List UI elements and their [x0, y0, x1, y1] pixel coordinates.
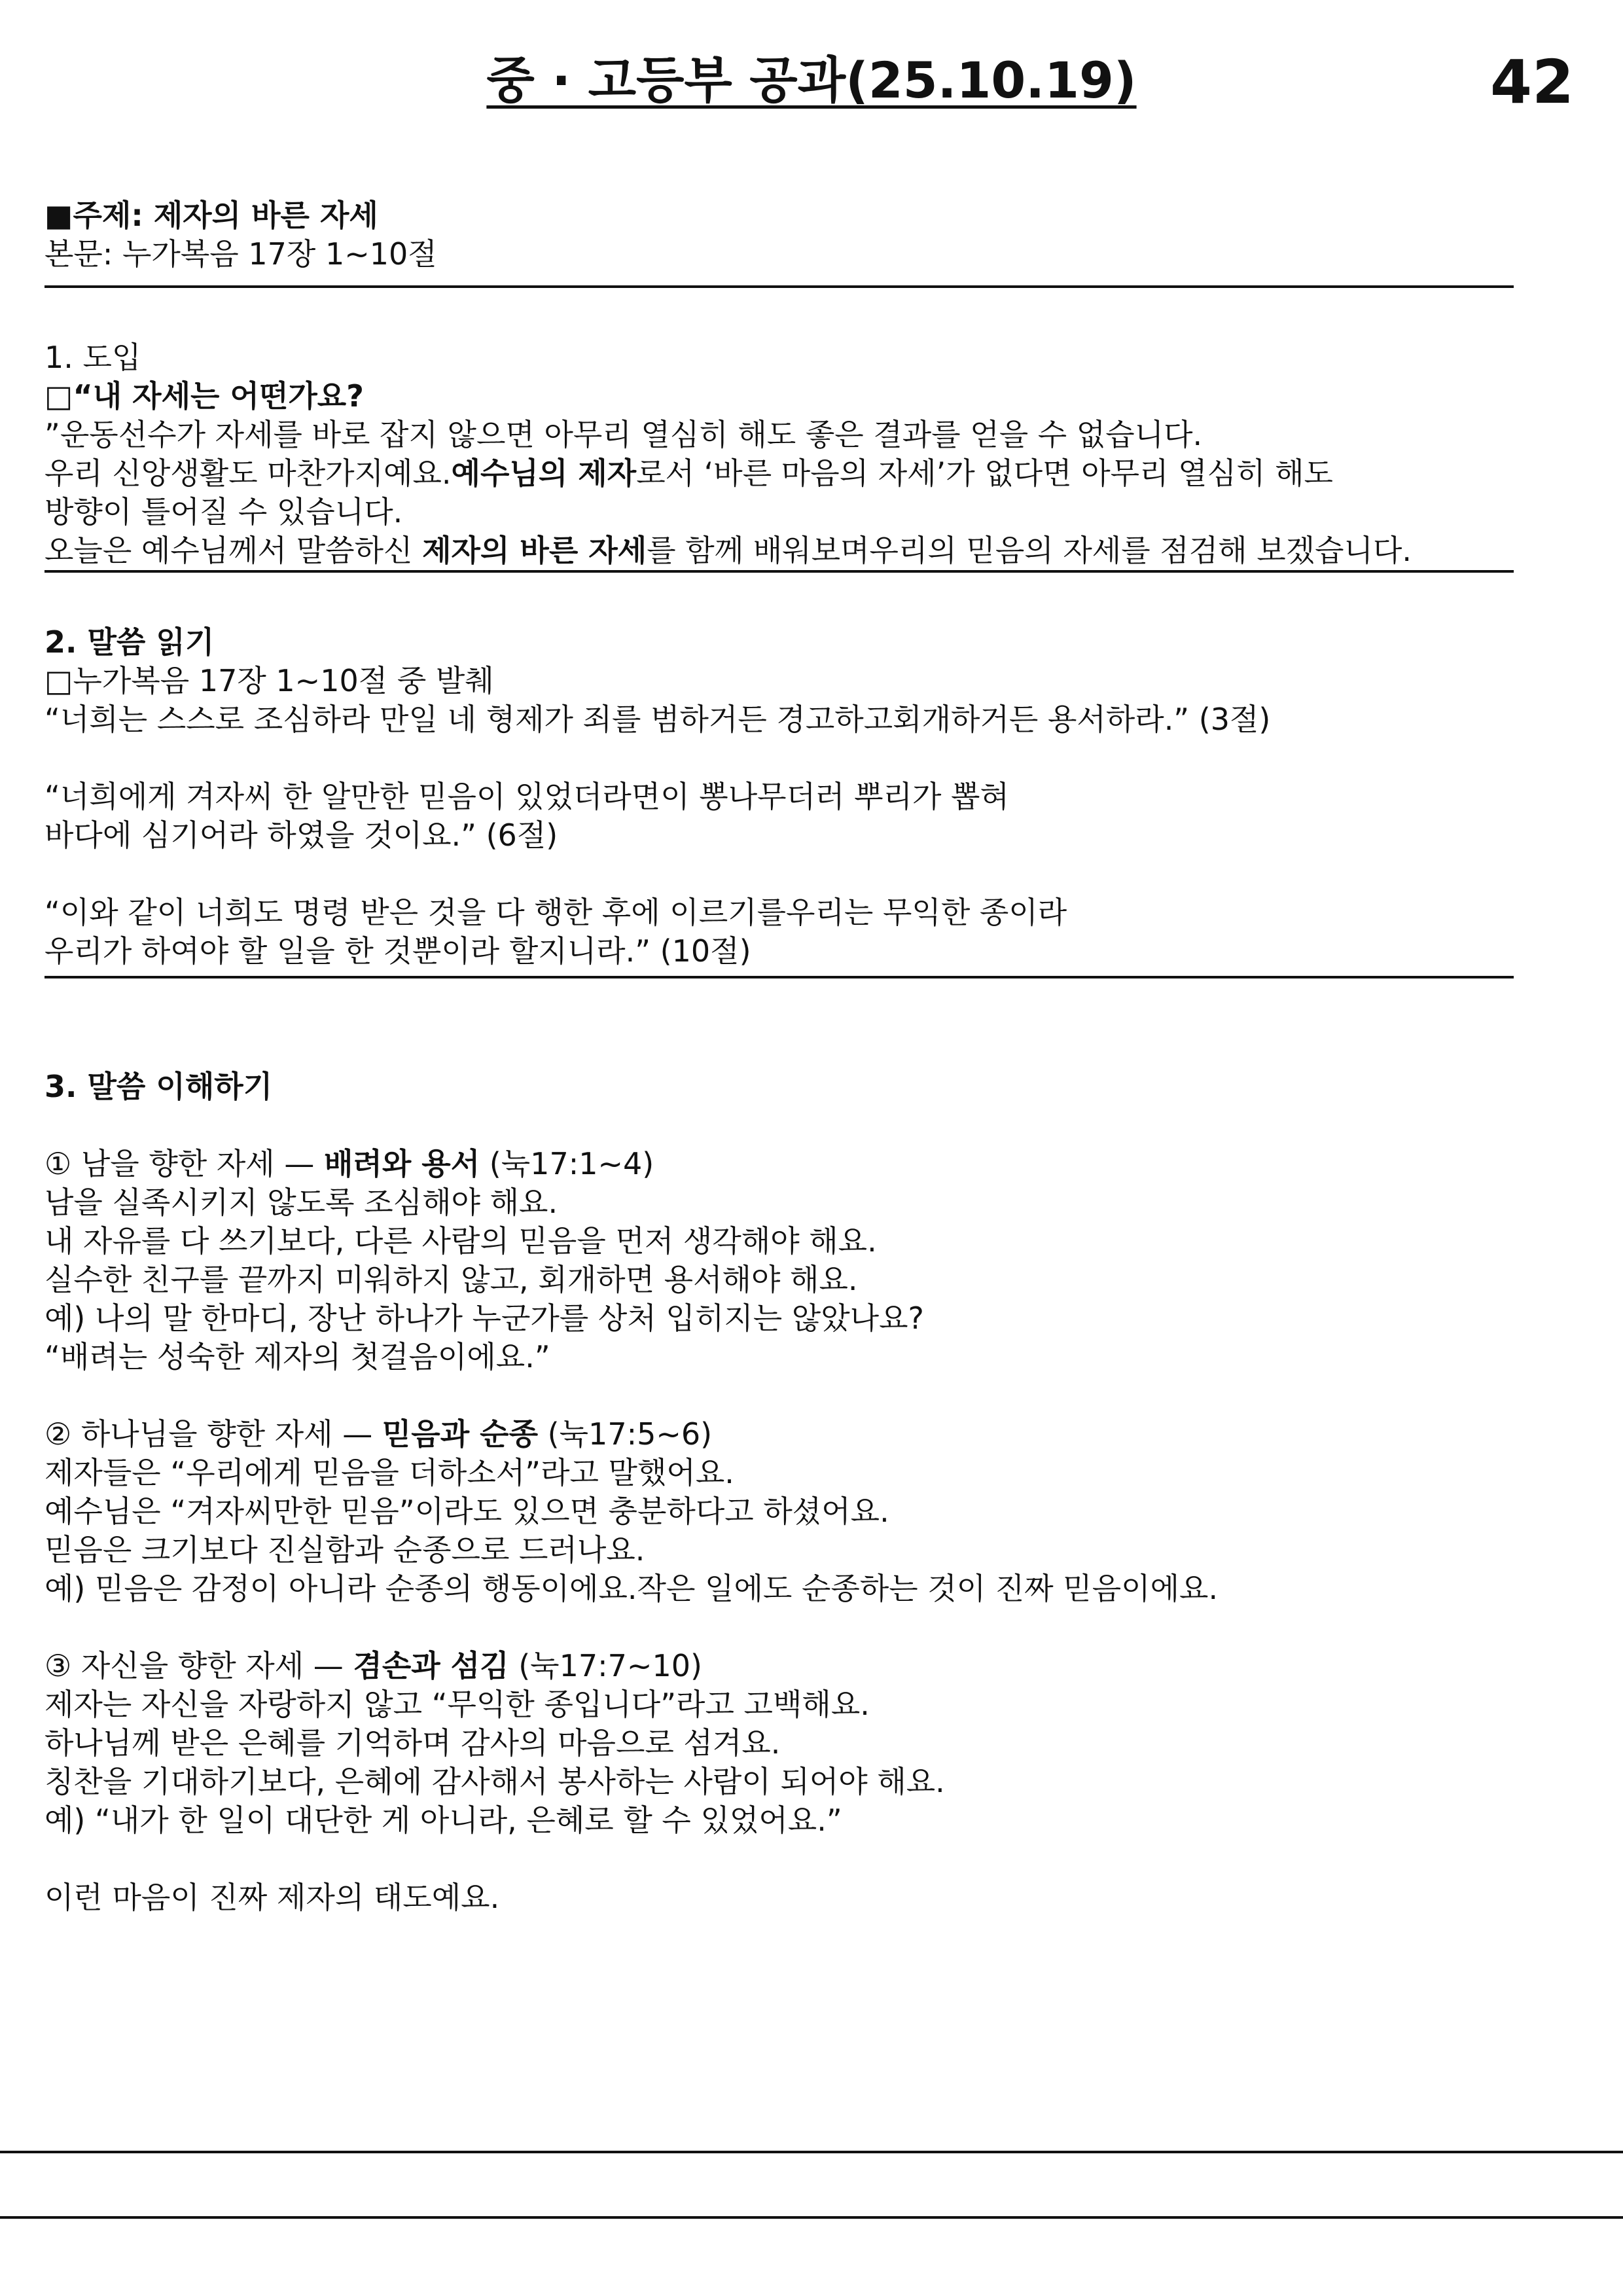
- section2-heading: 2. 말씀 읽기: [45, 624, 215, 660]
- point-line: 칭찬을 기대하기보다, 은혜에 감사해서 봉사하는 사람이 되어야 해요.: [45, 1764, 945, 1799]
- verse-line: “너희는 스스로 조심하라 만일 네 형제가 죄를 범하거든 경고하고회개하거든 용서하라.” (3절): [45, 702, 1271, 737]
- topic-line: [45, 196, 1582, 235]
- point-line: 남을 실족시키지 않도록 조심해야 해요.: [45, 1185, 558, 1220]
- point-line: 예) 나의 말 한마디, 장난 하나가 누군가를 상처 입히지는 않았나요?: [45, 1300, 924, 1336]
- section1-line: ”운동선수가 자세를 바로 잡지 않으면 아무리 열심히 해도 좋은 결과를 얻을 수 없습니다.: [45, 417, 1203, 452]
- page-number: 42: [1489, 47, 1574, 117]
- section2-source: □누가복음 17장 1~10절 중 발췌: [45, 663, 494, 698]
- lesson-content: [45, 196, 1582, 1917]
- verse-line: “너희에게 겨자씨 한 알만한 믿음이 있었더라면이 뽕나무더러 뿌리가 뽑혀: [45, 779, 1009, 814]
- section1-heading: 1. 도입: [45, 340, 141, 375]
- section1-line: 방향이 틀어질 수 있습니다.: [45, 494, 403, 529]
- closing-line: 이런 마음이 진짜 제자의 태도예요.: [45, 1880, 500, 1915]
- emphasis-text: 겸손과 섬김: [353, 1648, 509, 1683]
- section1-line: 오늘은 예수님께서 말씀하신 제자의 바른 자세를 함께 배워보며우리의 믿음의 자세를 점검해 보겠습니다.: [45, 533, 1412, 568]
- point-line: “배려는 성숙한 제자의 첫걸음이에요.”: [45, 1339, 550, 1374]
- topic-label: 주제: 제자의 바른 자세: [73, 198, 378, 233]
- emphasis-text: 제자의 바른 자세: [422, 533, 647, 568]
- point-line: 실수한 친구를 끝까지 미워하지 않고, 회개하면 용서해야 해요.: [45, 1262, 858, 1297]
- section1-question-text: “내 자세는 어떤가요?: [73, 378, 364, 414]
- checkbox-icon: □: [45, 378, 73, 414]
- point-line: 제자는 자신을 자랑하지 않고 “무익한 종입니다”라고 고백해요.: [45, 1687, 870, 1722]
- emphasis-text: 믿음과 순종: [382, 1416, 539, 1452]
- point-line: 믿음은 크기보다 진실함과 순종으로 드러나요.: [45, 1532, 645, 1568]
- point-line: 하나님께 받은 은혜를 기억하며 감사의 마음으로 섬겨요.: [45, 1725, 781, 1761]
- point-line: 예) “내가 한 일이 대단한 게 아니라, 은혜로 할 수 있었어요.”: [45, 1803, 842, 1838]
- footer-divider: [0, 2151, 1623, 2153]
- emphasis-text: 예수님의 제자: [451, 456, 637, 491]
- point-line: 내 자유를 다 쓰기보다, 다른 사람의 믿음을 먼저 생각해야 해요.: [45, 1223, 877, 1259]
- section-divider: [45, 976, 1514, 978]
- section1-line: 우리 신앙생활도 마찬가지예요.예수님의 제자로서 ‘바른 마음의 자세’가 없다면 아무리 열심히 해도: [45, 456, 1333, 491]
- footer-divider: [0, 2216, 1623, 2219]
- verse-line: 바다에 심기어라 하였을 것이요.” (6절): [45, 817, 558, 853]
- emphasis-text: 배려와 용서: [323, 1146, 480, 1181]
- point-line: 예수님은 “겨자씨만한 믿음”이라도 있으면 충분하다고 하셨어요.: [45, 1494, 889, 1529]
- point-title: ③ 자신을 향한 자세 — 겸손과 섬김 (눅17:7~10): [45, 1648, 702, 1683]
- square-bullet-icon: ■: [45, 198, 73, 233]
- point-line: 제자들은 “우리에게 믿음을 더하소서”라고 말했어요.: [45, 1455, 734, 1490]
- point-title: ① 남을 향한 자세 — 배려와 용서 (눅17:1~4): [45, 1146, 654, 1181]
- verse-line: 우리가 하여야 할 일을 한 것뿐이라 할지니라.” (10절): [45, 933, 751, 969]
- section1-question: [45, 377, 1582, 416]
- section-divider: [45, 570, 1514, 573]
- point-title: ② 하나님을 향한 자세 — 믿음과 순종 (눅17:5~6): [45, 1416, 713, 1452]
- point-line: 예) 믿음은 감정이 아니라 순종의 행동이에요.작은 일에도 순종하는 것이 진짜 믿음이에요.: [45, 1571, 1219, 1606]
- page-title: 중 · 고등부 공과(25.10.19): [486, 51, 1137, 109]
- scripture-reference: 본문: 누가복음 17장 1~10절: [45, 236, 437, 272]
- section3-heading: 3. 말씀 이해하기: [45, 1069, 273, 1104]
- section-divider: [45, 285, 1514, 288]
- verse-line: “이와 같이 너희도 명령 받은 것을 다 행한 후에 이르기를우리는 무익한 종이라: [45, 895, 1067, 930]
